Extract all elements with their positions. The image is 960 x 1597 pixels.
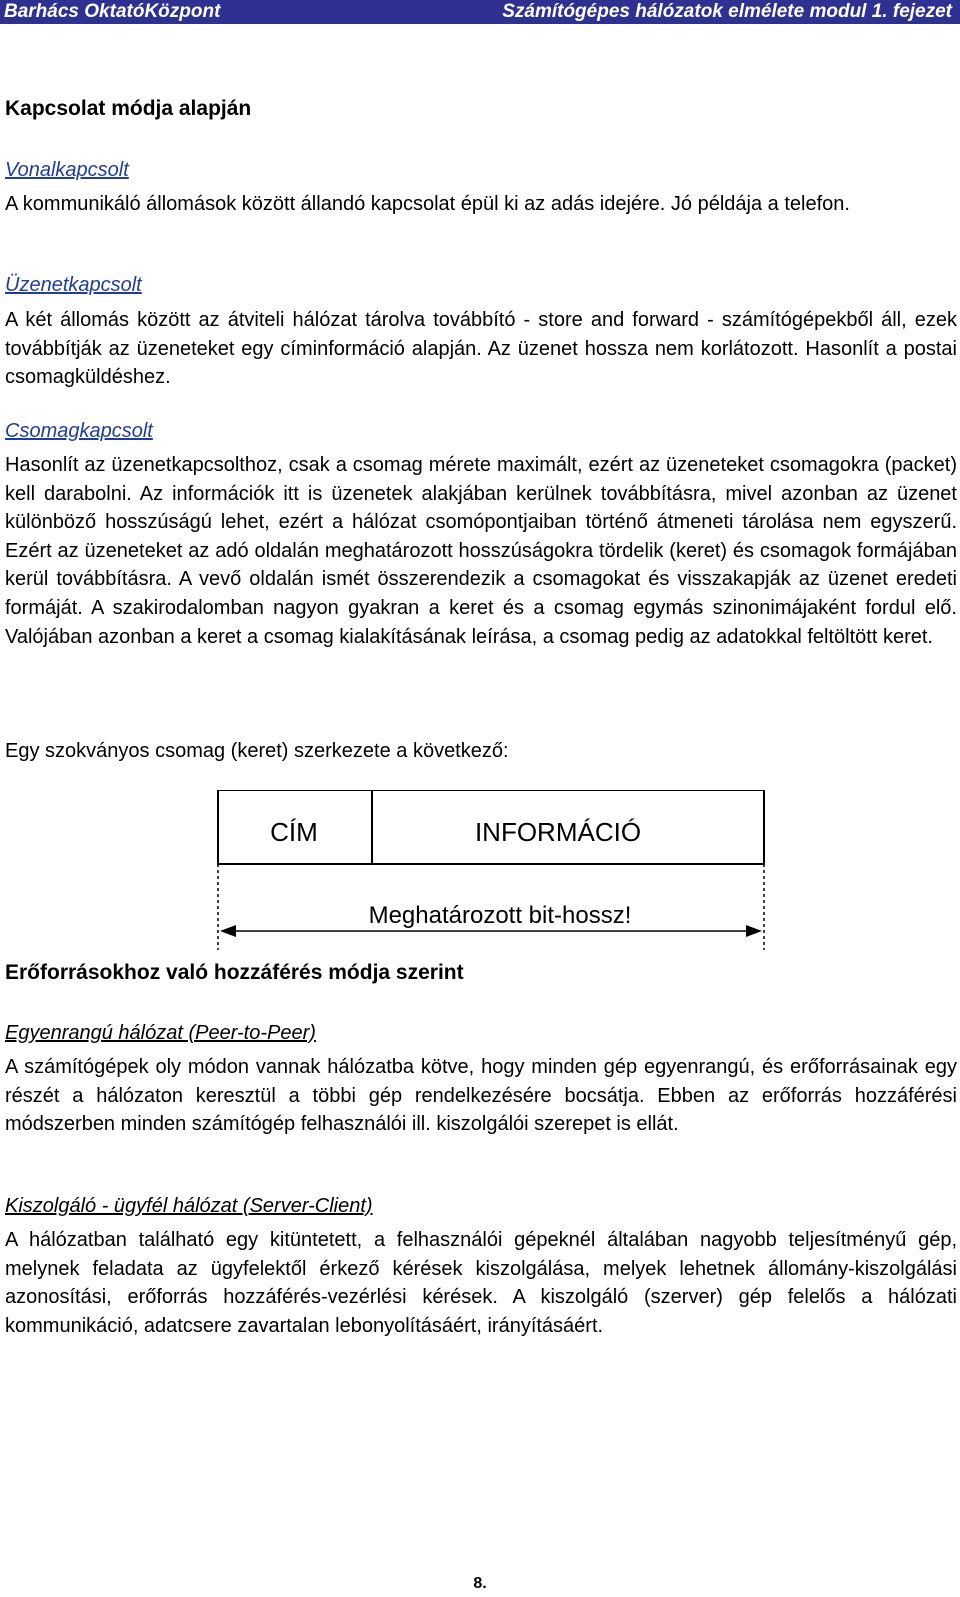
header-organization: Barhács OktatóKözpont bbox=[4, 1, 221, 22]
arrow-left-head bbox=[220, 925, 236, 937]
section-heading-connection-mode: Kapcsolat módja alapján bbox=[5, 97, 252, 120]
subheading-circuit-switched: Vonalkapcsolt bbox=[5, 159, 129, 181]
arrow-right-head bbox=[746, 925, 762, 937]
packet-structure-intro: Egy szokványos csomag (keret) szerkezete a következő: bbox=[5, 740, 509, 762]
subheading-message-switched: Üzenetkapcsolt bbox=[5, 274, 142, 296]
header-module-title: Számítógépes hálózatok elmélete modul 1. fejezet bbox=[502, 1, 952, 22]
packet-structure-diagram bbox=[0, 790, 960, 960]
paragraph-server-client: A hálózatban található egy kitüntetett, a felhasználói gépeknél általában nagyobb teljesítményű gép, melynek feladata az ügyfelektől érkező kérések kiszolgálása, melyek lehetnek állomány-kiszolgálási azonosítási, erőforrás hozzáférés-vezérlési kérések. A kiszolgáló (szerver) gép felelős a hálózati kommunikáció, adatcsere zavartalan lebonyolításáért, irányításáért. bbox=[5, 1229, 957, 1337]
paragraph-message-switched: A két állomás között az átviteli hálózat tárolva továbbító - store and forward - számítógépekből áll, ezek továbbítják az üzeneteket egy címinformáció alapján. Az üzenet hossza nem korlátozott. Hasonlít a postai csomagküldéshez. bbox=[5, 309, 957, 389]
information-field-label: INFORMÁCIÓ bbox=[474, 817, 642, 847]
paragraph-packet-switched: Hasonlít az üzenetkapcsolthoz, csak a csomag mérete maximált, ezért az üzeneteket csomagokra (packet) kell darabolni. Az információk itt is üzenetek alakjában kerülnek továbbításra, mivel azonban az üzenet különböző hosszúságú lehet, ezért a hálózat csomópontjaiban történő átmeneti tárolása nem egyszerű. Ezért az üzeneteket az adó oldalán meghatározott hosszúságokra tördelik (keret) és csomagok formájában kerül továbbításra. A vevő oldalán ismét összerendezik a csomagokat és visszakapják az üzenet eredeti formáját. A szakirodalomban nagyon gyakran a keret és a csomag egymás szinonimájaként fordul elő. Valójában azonban a keret a csomag kialakításának leírása, a csomag pedig az adatokkal feltöltött keret. bbox=[5, 454, 957, 648]
document-header bbox=[0, 0, 960, 24]
address-field-label: CÍM bbox=[270, 817, 318, 847]
length-label: Meghatározott bit-hossz! bbox=[368, 902, 632, 929]
subheading-peer-to-peer: Egyenrangú hálózat (Peer-to-Peer) bbox=[5, 1022, 316, 1044]
subheading-server-client: Kiszolgáló - ügyfél hálózat (Server-Client) bbox=[5, 1195, 373, 1217]
section-heading-resource-access: Erőforrásokhoz való hozzáférés módja szerint bbox=[5, 961, 464, 984]
page-number: 8. bbox=[473, 1575, 487, 1592]
paragraph-peer-to-peer: A számítógépek oly módon vannak hálózatba kötve, hogy minden gép egyenrangú, és erőforrásainak egy részét a hálózaton keresztül a többi gép rendelkezésére bocsátja. Ebben az erőforrás hozzáférési módszerben minden számítógép felhasználói ill. kiszolgálói szerepet is ellát. bbox=[5, 1056, 957, 1136]
subheading-packet-switched: Csomagkapcsolt bbox=[5, 420, 153, 442]
paragraph-circuit-switched: A kommunikáló állomások között állandó kapcsolat épül ki az adás idejére. Jó példája a telefon. bbox=[5, 193, 850, 215]
